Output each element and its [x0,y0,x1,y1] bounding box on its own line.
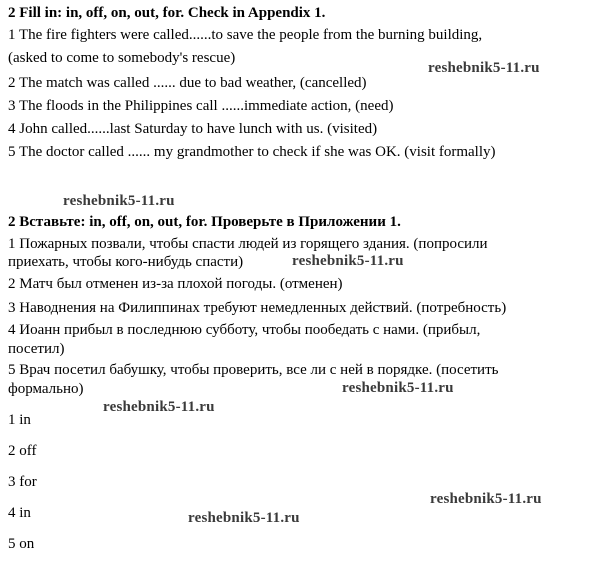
english-item-2: 2 The match was called ...... due to bad weather, (cancelled) [8,75,367,91]
watermark: reshebnik5-11.ru [103,399,215,415]
answer-4: 4 in [8,505,31,521]
answer-5: 5 on [8,536,35,552]
russian-item-1: 1 Пожарных позвали, чтобы спасти людей из горящего здания. (попросили [8,236,488,252]
russian-item-5-note: формально) [8,381,84,397]
english-item-1: 1 The fire fighters were called......to save the people from the burning building, [8,27,483,43]
russian-heading: 2 Вставьте: in, off, on, out, for. Проверьте в Приложении 1. [8,214,401,230]
watermark: reshebnik5-11.ru [428,60,540,76]
russian-item-4-note: посетил) [8,341,65,357]
watermark: reshebnik5-11.ru [292,253,404,269]
russian-item-2: 2 Матч был отменен из-за плохой погоды. (отменен) [8,276,343,292]
english-heading: 2 Fill in: in, off, on, out, for. Check in Appendix 1. [8,5,326,21]
russian-item-4: 4 Иоанн прибыл в последнюю субботу, чтобы пообедать с нами. (прибыл, [8,322,481,338]
russian-item-1-note: приехать, чтобы кого-нибудь спасти) [8,254,244,270]
answer-2: 2 off [8,443,37,459]
english-item-5: 5 The doctor called ...... my grandmother to check if she was OK. (visit formally) [8,144,496,160]
watermark: reshebnik5-11.ru [63,193,175,209]
russian-item-5: 5 Врач посетил бабушку, чтобы проверить, все ли с ней в порядке. (посетить [8,362,499,378]
english-item-4: 4 John called......last Saturday to have lunch with us. (visited) [8,121,378,137]
russian-item-3: 3 Наводнения на Филиппинах требуют немедленных действий. (потребность) [8,300,507,316]
english-item-3: 3 The floods in the Philippines call ......immediate action, (need) [8,98,394,114]
answer-1: 1 in [8,412,31,428]
watermark: reshebnik5-11.ru [342,380,454,396]
answer-3: 3 for [8,474,37,490]
english-item-1-note: (asked to come to somebody's rescue) [8,50,236,66]
watermark: reshebnik5-11.ru [430,491,542,507]
watermark: reshebnik5-11.ru [188,510,300,526]
